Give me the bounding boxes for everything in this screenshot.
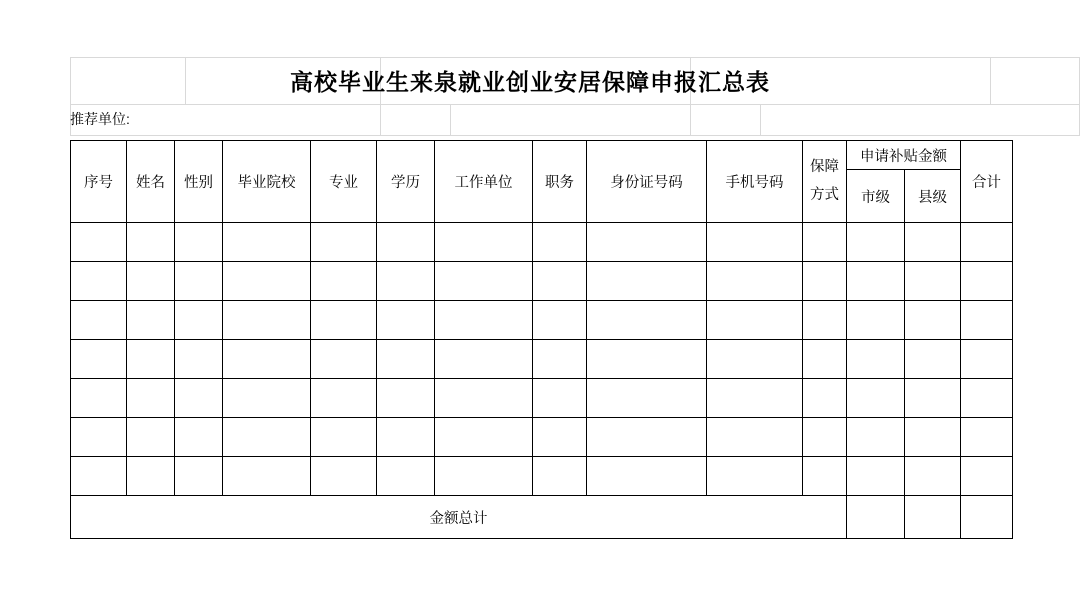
cell-seq[interactable] xyxy=(71,301,127,340)
header-work-unit: 工作单位 xyxy=(435,141,533,223)
header-subsidy-group: 申请补贴金额 xyxy=(847,141,961,170)
cell-education[interactable] xyxy=(377,379,435,418)
title-band xyxy=(70,57,1080,105)
cell-phone[interactable] xyxy=(707,262,803,301)
cell-total[interactable] xyxy=(961,340,1013,379)
cell-gender[interactable] xyxy=(175,301,223,340)
cell-phone[interactable] xyxy=(707,223,803,262)
cell-id-number[interactable] xyxy=(587,340,707,379)
cell-name[interactable] xyxy=(127,418,175,457)
cell-major[interactable] xyxy=(311,457,377,496)
cell-major[interactable] xyxy=(311,340,377,379)
cell-id-number[interactable] xyxy=(587,223,707,262)
cell-work-unit[interactable] xyxy=(435,457,533,496)
cell-position[interactable] xyxy=(533,457,587,496)
cell-total[interactable] xyxy=(961,223,1013,262)
grid-line xyxy=(990,58,991,104)
cell-work-unit[interactable] xyxy=(435,262,533,301)
cell-education[interactable] xyxy=(377,262,435,301)
grid-line xyxy=(380,105,381,135)
cell-major[interactable] xyxy=(311,301,377,340)
recommend-unit-band xyxy=(70,105,1080,136)
cell-subsidy-city[interactable] xyxy=(847,301,905,340)
cell-subsidy-city[interactable] xyxy=(847,262,905,301)
table-row[interactable] xyxy=(71,301,1013,340)
cell-name[interactable] xyxy=(127,223,175,262)
cell-major[interactable] xyxy=(311,223,377,262)
cell-school[interactable] xyxy=(223,340,311,379)
cell-guarantee-method[interactable] xyxy=(803,379,847,418)
footer-subsidy-county-value[interactable] xyxy=(905,496,961,539)
cell-gender[interactable] xyxy=(175,223,223,262)
cell-education[interactable] xyxy=(377,340,435,379)
cell-seq[interactable] xyxy=(71,418,127,457)
cell-work-unit[interactable] xyxy=(435,379,533,418)
cell-education[interactable] xyxy=(377,223,435,262)
cell-guarantee-method[interactable] xyxy=(803,262,847,301)
cell-phone[interactable] xyxy=(707,418,803,457)
table-row[interactable] xyxy=(71,457,1013,496)
cell-gender[interactable] xyxy=(175,418,223,457)
cell-phone[interactable] xyxy=(707,340,803,379)
header-total: 合计 xyxy=(961,141,1013,223)
cell-subsidy-county[interactable] xyxy=(905,457,961,496)
application-summary-table xyxy=(70,140,1013,539)
header-gender: 性别 xyxy=(175,141,223,223)
cell-total[interactable] xyxy=(961,301,1013,340)
header-subsidy-county: 县级 xyxy=(905,170,961,223)
recommend-unit-label: 推荐单位: xyxy=(70,111,130,127)
cell-name[interactable] xyxy=(127,379,175,418)
cell-subsidy-city[interactable] xyxy=(847,457,905,496)
cell-seq[interactable] xyxy=(71,262,127,301)
cell-seq[interactable] xyxy=(71,379,127,418)
header-subsidy-city: 市级 xyxy=(847,170,905,223)
cell-id-number[interactable] xyxy=(587,418,707,457)
cell-school[interactable] xyxy=(223,301,311,340)
header-position: 职务 xyxy=(533,141,587,223)
cell-major[interactable] xyxy=(311,379,377,418)
cell-major[interactable] xyxy=(311,262,377,301)
grid-line xyxy=(450,105,451,135)
cell-total[interactable] xyxy=(961,379,1013,418)
cell-phone[interactable] xyxy=(707,457,803,496)
cell-school[interactable] xyxy=(223,379,311,418)
cell-guarantee-method[interactable] xyxy=(803,457,847,496)
header-phone: 手机号码 xyxy=(707,141,803,223)
table-header-row xyxy=(71,141,1013,170)
grid-line xyxy=(760,105,761,135)
cell-subsidy-county[interactable] xyxy=(905,301,961,340)
cell-education[interactable] xyxy=(377,457,435,496)
footer-total-value[interactable] xyxy=(961,496,1013,539)
footer-subsidy-city-value[interactable] xyxy=(847,496,905,539)
cell-guarantee-method[interactable] xyxy=(803,301,847,340)
cell-guarantee-method[interactable] xyxy=(803,223,847,262)
cell-position[interactable] xyxy=(533,379,587,418)
table-row[interactable] xyxy=(71,262,1013,301)
cell-id-number[interactable] xyxy=(587,301,707,340)
table-row[interactable] xyxy=(71,418,1013,457)
cell-position[interactable] xyxy=(533,340,587,379)
cell-subsidy-city[interactable] xyxy=(847,418,905,457)
header-school: 毕业院校 xyxy=(223,141,311,223)
cell-id-number[interactable] xyxy=(587,457,707,496)
cell-seq[interactable] xyxy=(71,223,127,262)
cell-school[interactable] xyxy=(223,418,311,457)
cell-seq[interactable] xyxy=(71,340,127,379)
cell-school[interactable] xyxy=(223,457,311,496)
cell-guarantee-method[interactable] xyxy=(803,418,847,457)
table-row[interactable] xyxy=(71,223,1013,262)
cell-id-number[interactable] xyxy=(587,379,707,418)
cell-education[interactable] xyxy=(377,301,435,340)
cell-subsidy-city[interactable] xyxy=(847,379,905,418)
cell-seq[interactable] xyxy=(71,457,127,496)
cell-education[interactable] xyxy=(377,418,435,457)
cell-total[interactable] xyxy=(961,262,1013,301)
cell-school[interactable] xyxy=(223,223,311,262)
cell-subsidy-county[interactable] xyxy=(905,379,961,418)
cell-position[interactable] xyxy=(533,262,587,301)
table-body xyxy=(71,223,1013,539)
cell-gender[interactable] xyxy=(175,379,223,418)
cell-gender[interactable] xyxy=(175,262,223,301)
cell-total[interactable] xyxy=(961,418,1013,457)
cell-phone[interactable] xyxy=(707,301,803,340)
table-row[interactable] xyxy=(71,340,1013,379)
cell-name[interactable] xyxy=(127,262,175,301)
cell-position[interactable] xyxy=(533,418,587,457)
cell-name[interactable] xyxy=(127,301,175,340)
cell-id-number[interactable] xyxy=(587,262,707,301)
header-guarantee-line2: 方式 xyxy=(810,186,839,203)
cell-subsidy-county[interactable] xyxy=(905,418,961,457)
cell-subsidy-county[interactable] xyxy=(905,223,961,262)
cell-major[interactable] xyxy=(311,418,377,457)
header-guarantee-line1: 保障 xyxy=(810,158,839,175)
cell-work-unit[interactable] xyxy=(435,340,533,379)
cell-gender[interactable] xyxy=(175,457,223,496)
cell-school[interactable] xyxy=(223,262,311,301)
page-title: 高校毕业生来泉就业创业安居保障申报汇总表 xyxy=(290,69,770,95)
cell-subsidy-city[interactable] xyxy=(847,223,905,262)
header-education: 学历 xyxy=(377,141,435,223)
cell-position[interactable] xyxy=(533,223,587,262)
cell-total[interactable] xyxy=(961,457,1013,496)
cell-gender[interactable] xyxy=(175,340,223,379)
header-name: 姓名 xyxy=(127,141,175,223)
cell-guarantee-method[interactable] xyxy=(803,340,847,379)
header-id-number: 身份证号码 xyxy=(587,141,707,223)
cell-subsidy-county[interactable] xyxy=(905,340,961,379)
cell-work-unit[interactable] xyxy=(435,223,533,262)
cell-name[interactable] xyxy=(127,340,175,379)
cell-subsidy-county[interactable] xyxy=(905,262,961,301)
cell-work-unit[interactable] xyxy=(435,418,533,457)
cell-position[interactable] xyxy=(533,301,587,340)
cell-subsidy-city[interactable] xyxy=(847,340,905,379)
header-major: 专业 xyxy=(311,141,377,223)
header-guarantee-method xyxy=(803,141,847,223)
table-row[interactable] xyxy=(71,379,1013,418)
header-seq: 序号 xyxy=(71,141,127,223)
cell-name[interactable] xyxy=(127,457,175,496)
cell-phone[interactable] xyxy=(707,379,803,418)
footer-total-label: 金额总计 xyxy=(71,496,847,539)
grid-line xyxy=(690,105,691,135)
table-footer-row xyxy=(71,496,1013,539)
cell-work-unit[interactable] xyxy=(435,301,533,340)
